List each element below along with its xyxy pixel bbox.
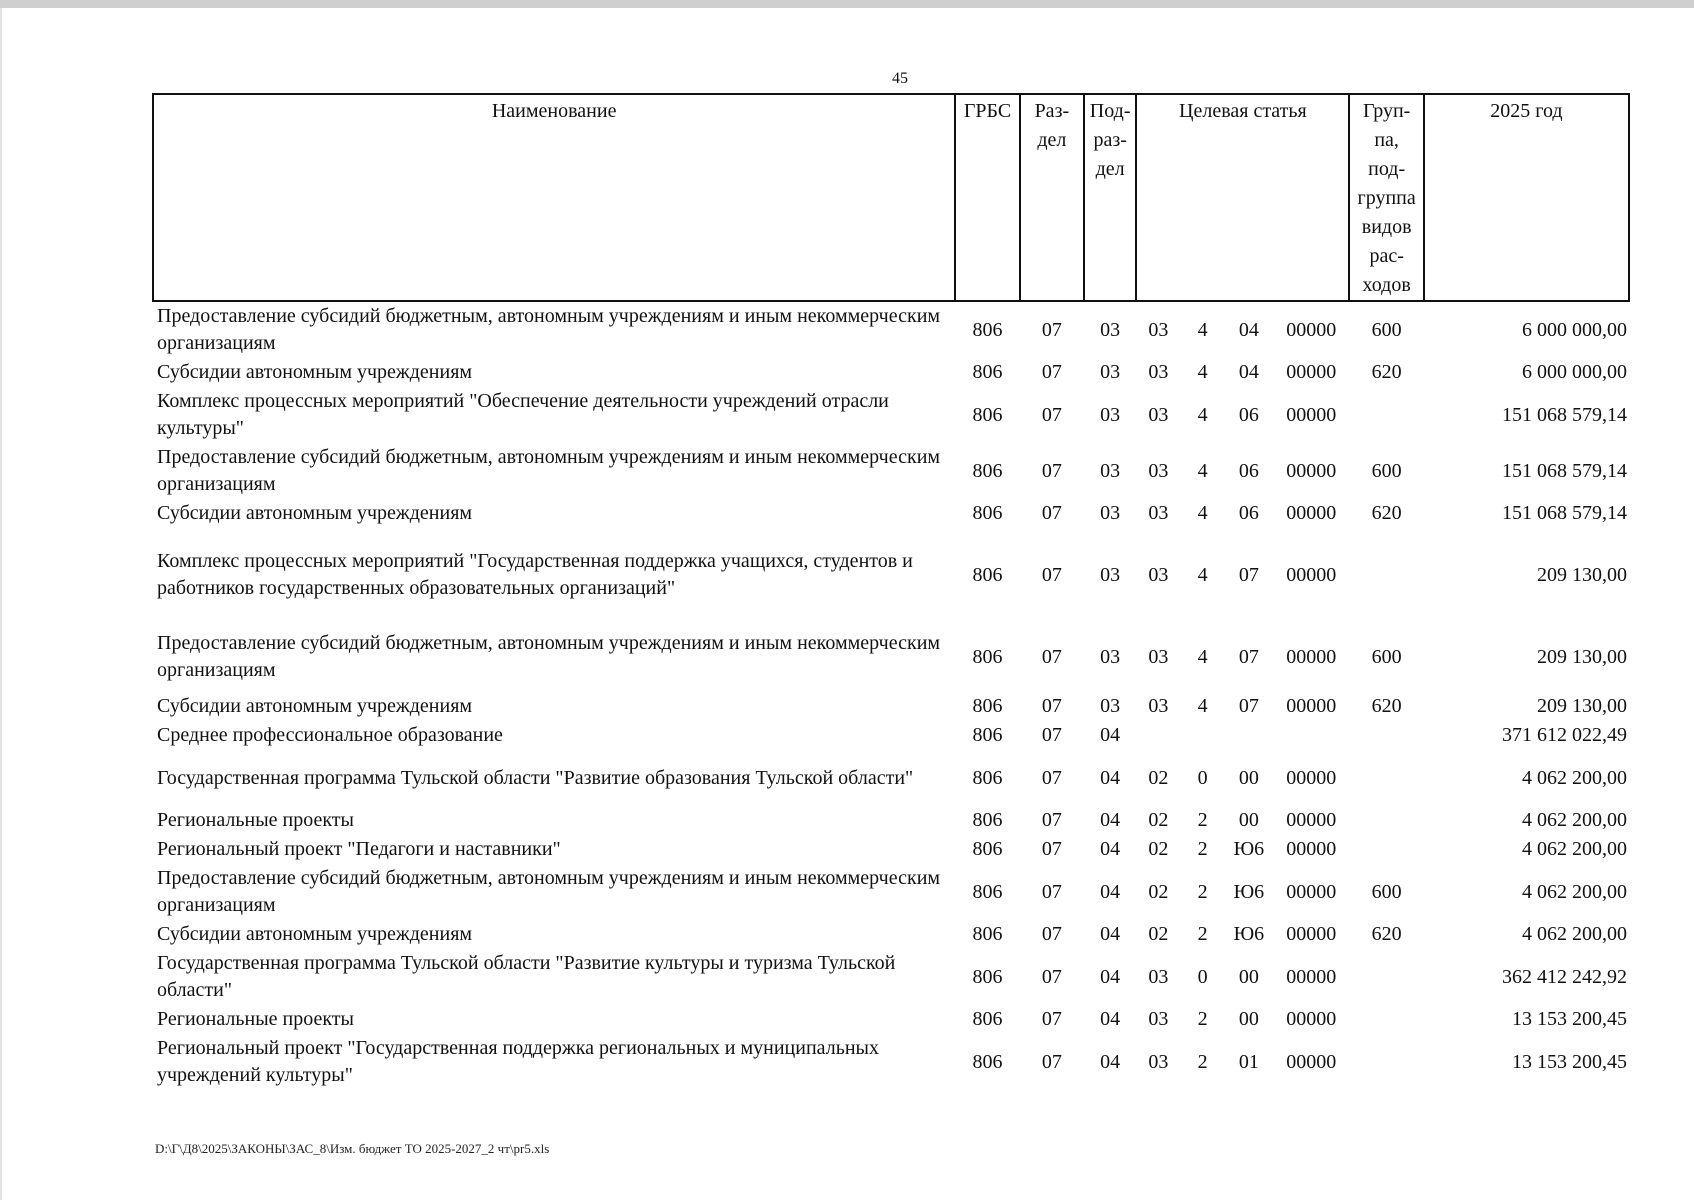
cell-target-program: 03 xyxy=(1148,695,1169,717)
cell-grbs: 806 xyxy=(972,403,1003,426)
cell-grbs: 806 xyxy=(972,645,1003,668)
cell-target-type: 2 xyxy=(1197,838,1208,860)
table-row xyxy=(153,301,1629,358)
table-row xyxy=(153,443,1629,499)
cell-podrazdel: 04 xyxy=(1100,1050,1121,1073)
cell-target-direction: 00000 xyxy=(1286,459,1337,482)
cell-expense-group xyxy=(1349,1034,1423,1090)
cell-target-program: 02 xyxy=(1148,766,1169,789)
cell-target-direction: 00000 xyxy=(1286,1050,1337,1073)
table-body xyxy=(153,301,1629,1090)
cell-expense-group: 620 xyxy=(1371,502,1402,524)
cell-target-direction: 00000 xyxy=(1286,502,1337,524)
cell-target-direction: 00000 xyxy=(1286,965,1337,988)
header-razdel xyxy=(1020,94,1084,301)
cell-target-direction: 00000 xyxy=(1286,766,1337,789)
cell-name: Государственная программа Тульской области "Развитие культуры и туризма Тульской области" xyxy=(157,952,896,1001)
cell-razdel: 07 xyxy=(1041,502,1062,524)
cell-target-program xyxy=(1136,721,1180,750)
cell-amount-2025: 362 412 242,92 xyxy=(1502,965,1627,988)
cell-grbs: 806 xyxy=(972,563,1003,586)
cell-target-direction: 00000 xyxy=(1286,403,1337,426)
header-group-text: Груп- па, под- группа видов рас- ходов xyxy=(1357,100,1416,296)
cell-podrazdel: 03 xyxy=(1100,459,1121,482)
cell-grbs: 806 xyxy=(972,965,1003,988)
cell-target-subprogram: 01 xyxy=(1238,1050,1259,1073)
cell-expense-group: 600 xyxy=(1371,459,1402,482)
cell-podrazdel: 03 xyxy=(1100,361,1121,383)
cell-target-direction: 00000 xyxy=(1286,1008,1337,1030)
cell-expense-group: 600 xyxy=(1371,880,1402,903)
cell-amount-2025: 4 062 200,00 xyxy=(1522,766,1627,789)
cell-target-program: 03 xyxy=(1148,1008,1169,1030)
cell-name: Субсидии автономным учреждениям xyxy=(157,502,473,524)
cell-target-subprogram xyxy=(1225,721,1273,750)
cell-grbs: 806 xyxy=(972,318,1003,341)
cell-podrazdel: 04 xyxy=(1100,965,1121,988)
cell-target-program: 03 xyxy=(1148,318,1169,341)
cell-target-direction: 00000 xyxy=(1286,880,1337,903)
cell-target-subprogram: 06 xyxy=(1238,502,1259,524)
cell-target-subprogram: Ю6 xyxy=(1233,923,1265,945)
cell-expense-group xyxy=(1349,528,1423,622)
cell-amount-2025: 209 130,00 xyxy=(1537,645,1627,668)
cell-target-program: 03 xyxy=(1148,965,1169,988)
cell-expense-group: 600 xyxy=(1371,318,1402,341)
scan-left-edge xyxy=(0,8,2,1200)
cell-grbs: 806 xyxy=(972,880,1003,903)
header-target-article xyxy=(1136,94,1349,301)
cell-name: Предоставление субсидий бюджетным, автономным учреждениям и иным некоммерческим организациям xyxy=(157,305,941,354)
cell-target-subprogram: 07 xyxy=(1238,645,1259,668)
header-target-article-text: Целевая статья xyxy=(1179,100,1307,122)
cell-podrazdel: 03 xyxy=(1100,645,1121,668)
cell-grbs: 806 xyxy=(972,923,1003,945)
cell-name: Предоставление субсидий бюджетным, автономным учреждениям и иным некоммерческим организациям xyxy=(157,446,941,495)
cell-target-subprogram: 04 xyxy=(1238,318,1259,341)
cell-razdel: 07 xyxy=(1041,403,1062,426)
header-grbs-text: ГРБС xyxy=(963,100,1012,122)
cell-amount-2025: 6 000 000,00 xyxy=(1522,318,1627,341)
cell-target-program: 03 xyxy=(1148,502,1169,524)
cell-target-direction: 00000 xyxy=(1286,923,1337,945)
cell-target-program: 03 xyxy=(1148,459,1169,482)
table-row xyxy=(153,387,1629,443)
header-group xyxy=(1349,94,1423,301)
cell-amount-2025: 4 062 200,00 xyxy=(1522,923,1627,945)
header-podrazdel xyxy=(1084,94,1136,301)
cell-target-program: 02 xyxy=(1148,838,1169,860)
cell-expense-group: 620 xyxy=(1371,695,1402,717)
cell-name: Комплекс процессных мероприятий "Государственная поддержка учащихся, студентов и работников государственных образовательных организаций" xyxy=(157,550,913,599)
cell-target-type: 4 xyxy=(1197,318,1208,341)
header-grbs xyxy=(955,94,1019,301)
cell-podrazdel: 03 xyxy=(1100,695,1121,717)
cell-grbs: 806 xyxy=(972,459,1003,482)
cell-razdel: 07 xyxy=(1041,318,1062,341)
cell-razdel: 07 xyxy=(1041,965,1062,988)
cell-name: Предоставление субсидий бюджетным, автономным учреждениям и иным некоммерческим организациям xyxy=(157,632,941,681)
table-row xyxy=(153,622,1629,692)
cell-razdel: 07 xyxy=(1041,880,1062,903)
cell-target-direction: 00000 xyxy=(1286,695,1337,717)
cell-target-type: 2 xyxy=(1197,923,1208,945)
cell-podrazdel: 04 xyxy=(1100,809,1121,831)
cell-name: Субсидии автономным учреждениям xyxy=(157,923,473,945)
cell-amount-2025: 151 068 579,14 xyxy=(1502,459,1627,482)
header-row xyxy=(153,94,1629,301)
cell-expense-group xyxy=(1349,387,1423,443)
table-row xyxy=(153,1034,1629,1090)
cell-target-program: 02 xyxy=(1148,809,1169,831)
cell-razdel: 07 xyxy=(1041,724,1062,746)
cell-razdel: 07 xyxy=(1041,1008,1062,1030)
cell-podrazdel: 03 xyxy=(1100,563,1121,586)
table-row xyxy=(153,864,1629,920)
cell-name: Региональный проект "Педагоги и наставники" xyxy=(157,838,561,860)
cell-podrazdel: 04 xyxy=(1100,923,1121,945)
cell-name: Региональные проекты xyxy=(157,809,354,831)
cell-razdel: 07 xyxy=(1041,838,1062,860)
cell-name: Комплекс процессных мероприятий "Обеспечение деятельности учреждений отрасли культуры" xyxy=(157,390,889,439)
cell-name: Региональные проекты xyxy=(157,1008,354,1030)
cell-amount-2025: 13 153 200,45 xyxy=(1512,1050,1627,1073)
cell-target-type: 2 xyxy=(1197,809,1208,831)
cell-razdel: 07 xyxy=(1041,361,1062,383)
cell-razdel: 07 xyxy=(1041,766,1062,789)
table-row xyxy=(153,949,1629,1005)
cell-target-direction: 00000 xyxy=(1286,809,1337,831)
scan-top-band xyxy=(0,0,1694,8)
cell-grbs: 806 xyxy=(972,838,1003,860)
cell-grbs: 806 xyxy=(972,1050,1003,1073)
table-row xyxy=(153,358,1629,387)
header-year xyxy=(1424,94,1629,301)
cell-razdel: 07 xyxy=(1041,809,1062,831)
cell-expense-group xyxy=(1349,835,1423,864)
header-name xyxy=(153,94,955,301)
table-row xyxy=(153,528,1629,622)
cell-target-type: 4 xyxy=(1197,645,1208,668)
cell-grbs: 806 xyxy=(972,361,1003,383)
cell-name: Субсидии автономным учреждениям xyxy=(157,695,473,717)
cell-razdel: 07 xyxy=(1041,645,1062,668)
cell-amount-2025: 209 130,00 xyxy=(1537,563,1627,586)
cell-name: Государственная программа Тульской области "Развитие образования Тульской области" xyxy=(157,766,914,789)
cell-razdel: 07 xyxy=(1041,1050,1062,1073)
cell-target-type: 0 xyxy=(1197,766,1208,789)
cell-target-type: 2 xyxy=(1197,1008,1208,1030)
cell-target-type: 4 xyxy=(1197,459,1208,482)
cell-target-program: 02 xyxy=(1148,880,1169,903)
cell-podrazdel: 04 xyxy=(1100,880,1121,903)
cell-amount-2025: 209 130,00 xyxy=(1537,695,1627,717)
cell-amount-2025: 4 062 200,00 xyxy=(1522,809,1627,831)
cell-expense-group xyxy=(1349,949,1423,1005)
cell-podrazdel: 04 xyxy=(1100,838,1121,860)
cell-target-program: 03 xyxy=(1148,563,1169,586)
cell-target-type: 4 xyxy=(1197,403,1208,426)
cell-amount-2025: 6 000 000,00 xyxy=(1522,361,1627,383)
cell-target-direction: 00000 xyxy=(1286,563,1337,586)
cell-expense-group xyxy=(1349,750,1423,806)
cell-grbs: 806 xyxy=(972,695,1003,717)
header-name-text: Наименование xyxy=(491,100,617,122)
cell-target-program: 03 xyxy=(1148,361,1169,383)
cell-target-program: 03 xyxy=(1148,645,1169,668)
cell-target-subprogram: 06 xyxy=(1238,459,1259,482)
cell-podrazdel: 04 xyxy=(1100,1008,1121,1030)
cell-amount-2025: 13 153 200,45 xyxy=(1512,1008,1627,1030)
cell-expense-group xyxy=(1349,721,1423,750)
cell-target-subprogram: 00 xyxy=(1238,965,1259,988)
page-number: 45 xyxy=(892,70,908,87)
cell-podrazdel: 03 xyxy=(1100,318,1121,341)
header-razdel-text: Раз- дел xyxy=(1034,100,1070,151)
cell-podrazdel: 03 xyxy=(1100,502,1121,524)
cell-expense-group: 620 xyxy=(1371,361,1402,383)
cell-target-subprogram: 04 xyxy=(1238,361,1259,383)
cell-amount-2025: 4 062 200,00 xyxy=(1522,838,1627,860)
footer-file-path: D:\Г\Д8\2025\ЗАКОНЫ\ЗАС_8\Изм. бюджет ТО 2025-2027_2 чт\pr5.xls xyxy=(155,1141,550,1156)
cell-razdel: 07 xyxy=(1041,923,1062,945)
cell-grbs: 806 xyxy=(972,502,1003,524)
cell-target-subprogram: 00 xyxy=(1238,766,1259,789)
cell-target-type xyxy=(1181,721,1225,750)
cell-target-type: 4 xyxy=(1197,502,1208,524)
cell-target-type: 2 xyxy=(1197,880,1208,903)
cell-target-subprogram: 00 xyxy=(1238,1008,1259,1030)
table-row xyxy=(153,1005,1629,1034)
cell-target-type: 4 xyxy=(1197,563,1208,586)
cell-target-direction: 00000 xyxy=(1286,838,1337,860)
cell-expense-group: 620 xyxy=(1371,923,1402,945)
cell-expense-group xyxy=(1349,806,1423,835)
cell-amount-2025: 151 068 579,14 xyxy=(1502,502,1627,524)
cell-target-subprogram: 00 xyxy=(1238,809,1259,831)
cell-target-type: 4 xyxy=(1197,361,1208,383)
cell-target-program: 03 xyxy=(1148,1050,1169,1073)
cell-name: Среднее профессиональное образование xyxy=(157,724,503,746)
cell-podrazdel: 03 xyxy=(1100,403,1121,426)
header-year-text: 2025 год xyxy=(1490,100,1563,122)
cell-name: Субсидии автономным учреждениям xyxy=(157,361,473,383)
table-row xyxy=(153,835,1629,864)
cell-expense-group: 600 xyxy=(1371,645,1402,668)
cell-target-direction: 00000 xyxy=(1286,361,1337,383)
cell-grbs: 806 xyxy=(972,724,1003,746)
cell-podrazdel: 04 xyxy=(1100,766,1121,789)
cell-target-subprogram: Ю6 xyxy=(1233,880,1265,903)
cell-target-direction: 00000 xyxy=(1286,645,1337,668)
cell-amount-2025: 371 612 022,49 xyxy=(1502,724,1627,746)
header-podrazdel-text: Под- раз- дел xyxy=(1089,100,1131,180)
cell-razdel: 07 xyxy=(1041,459,1062,482)
cell-expense-group xyxy=(1349,1005,1423,1034)
table-row xyxy=(153,750,1629,806)
budget-table-container xyxy=(152,93,1630,1090)
cell-grbs: 806 xyxy=(972,809,1003,831)
cell-amount-2025: 151 068 579,14 xyxy=(1502,403,1627,426)
table-header xyxy=(153,94,1629,301)
cell-target-subprogram: Ю6 xyxy=(1233,838,1265,860)
cell-razdel: 07 xyxy=(1041,563,1062,586)
cell-target-direction xyxy=(1273,721,1349,750)
budget-table xyxy=(152,93,1630,1090)
cell-razdel: 07 xyxy=(1041,695,1062,717)
cell-target-subprogram: 07 xyxy=(1238,695,1259,717)
cell-grbs: 806 xyxy=(972,766,1003,789)
cell-name: Предоставление субсидий бюджетным, автономным учреждениям и иным некоммерческим организациям xyxy=(157,867,941,916)
table-row xyxy=(153,499,1629,528)
cell-name: Региональный проект "Государственная поддержка региональных и муниципальных учреждений культуры" xyxy=(157,1037,879,1086)
cell-target-type: 4 xyxy=(1197,695,1208,717)
table-row xyxy=(153,806,1629,835)
cell-podrazdel: 04 xyxy=(1100,724,1121,746)
cell-target-subprogram: 07 xyxy=(1238,563,1259,586)
cell-target-direction: 00000 xyxy=(1286,318,1337,341)
cell-target-program: 03 xyxy=(1148,403,1169,426)
cell-target-subprogram: 06 xyxy=(1238,403,1259,426)
cell-target-type: 2 xyxy=(1197,1050,1208,1073)
cell-target-type: 0 xyxy=(1197,965,1208,988)
cell-amount-2025: 4 062 200,00 xyxy=(1522,880,1627,903)
cell-grbs: 806 xyxy=(972,1008,1003,1030)
table-row xyxy=(153,920,1629,949)
cell-target-program: 02 xyxy=(1148,923,1169,945)
table-row xyxy=(153,721,1629,750)
table-row xyxy=(153,692,1629,721)
